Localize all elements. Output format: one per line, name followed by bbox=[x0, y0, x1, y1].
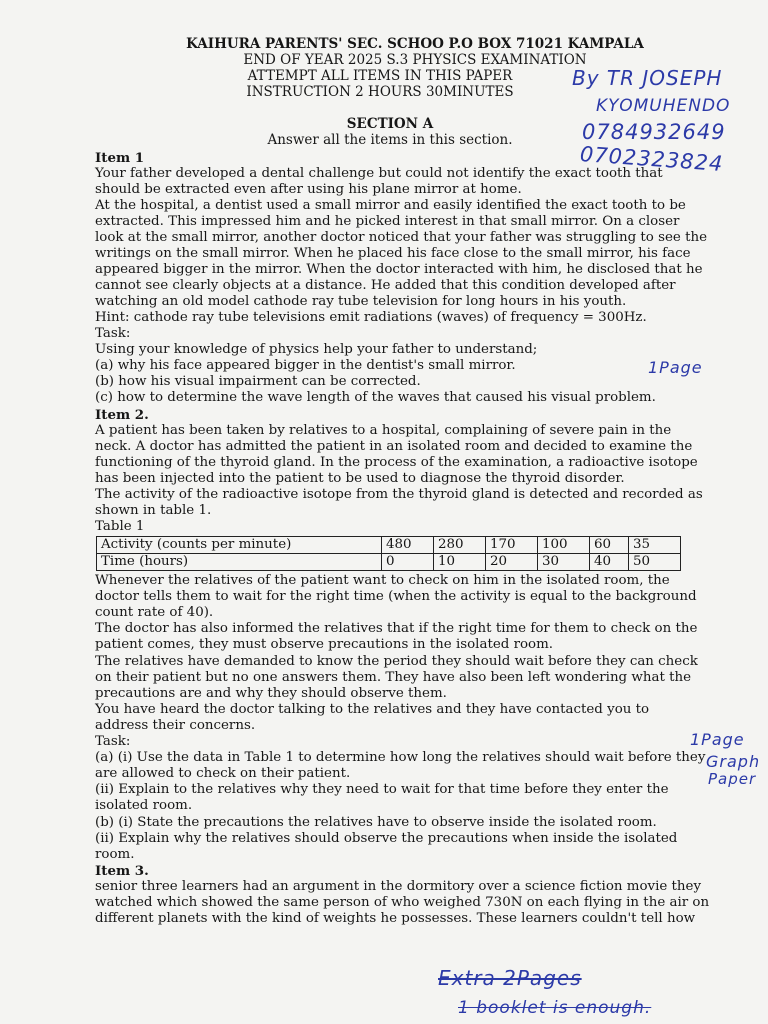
table-row bbox=[97, 554, 681, 571]
table-cell: 10 bbox=[434, 554, 486, 571]
item2-task-label: Task: bbox=[95, 734, 131, 749]
item1-line: At the hospital, a dentist used a small mirror and easily identified the exact tooth to be bbox=[95, 198, 686, 213]
table-row bbox=[97, 537, 681, 554]
table-cell: 0 bbox=[382, 554, 434, 571]
item1-line: Your father developed a dental challenge but could not identify the exact tooth that bbox=[95, 166, 663, 181]
item2-question-a-ii: (ii) Explain to the relatives why they need to wait for that time before they enter the bbox=[95, 782, 669, 797]
item2-line: isolated room. bbox=[95, 798, 193, 813]
item2-line: Whenever the relatives of the patient want to check on him in the isolated room, the bbox=[95, 573, 670, 588]
item1-task-label: Task: bbox=[95, 326, 131, 341]
handwritten-note-paper: Paper bbox=[708, 770, 757, 788]
item2-question-b-i: (b) (i) State the precautions the relatives have to observe inside the isolated room. bbox=[95, 815, 657, 830]
table-cell: 170 bbox=[486, 537, 538, 554]
item3-title: Item 3. bbox=[95, 863, 149, 879]
item1-line: Using your knowledge of physics help your father to understand; bbox=[95, 342, 538, 357]
item1-line: look at the small mirror, another doctor noticed that your father was struggling to see the bbox=[95, 230, 708, 245]
table-cell: 40 bbox=[590, 554, 629, 571]
handwritten-footer-booklet: 1 booklet is enough. bbox=[458, 998, 652, 1018]
item2-line: doctor tells them to wait for the right time (when the activity is equal to the background bbox=[95, 589, 697, 604]
table-caption: Table 1 bbox=[95, 519, 145, 534]
item2-question-a-i: (a) (i) Use the data in Table 1 to determine how long the relatives should wait before they bbox=[95, 750, 706, 765]
item1-line: extracted. This impressed him and he picked interest in that small mirror. On a closer bbox=[95, 214, 680, 229]
item2-title: Item 2. bbox=[95, 407, 149, 423]
handwritten-note-item1: 1Page bbox=[648, 358, 703, 377]
activity-table bbox=[96, 536, 681, 571]
table-row-label: Time (hours) bbox=[97, 554, 382, 571]
table-cell: 480 bbox=[382, 537, 434, 554]
item2-question-b-ii: (ii) Explain why the relatives should observe the precautions when inside the isolated bbox=[95, 831, 678, 846]
item2-line: The activity of the radioactive isotope from the thyroid gland is detected and recorded as bbox=[95, 487, 703, 502]
item2-line: shown in table 1. bbox=[95, 503, 212, 518]
table-cell: 30 bbox=[538, 554, 590, 571]
item1-line: writings on the small mirror. When he placed his face close to the small mirror, his face bbox=[95, 246, 691, 261]
table-cell: 35 bbox=[629, 537, 681, 554]
table-cell: 50 bbox=[629, 554, 681, 571]
item2-line: room. bbox=[95, 847, 135, 862]
handwritten-author: By TR JOSEPH bbox=[572, 66, 723, 90]
table-row-label: Activity (counts per minute) bbox=[97, 537, 382, 554]
item2-line: neck. A doctor has admitted the patient in an isolated room and decided to examine the bbox=[95, 439, 693, 454]
item1-question-c: (c) how to determine the wave length of the waves that caused his visual problem. bbox=[95, 390, 656, 405]
attempt-instruction: ATTEMPT ALL ITEMS IN THIS PAPER bbox=[247, 68, 513, 84]
item2-line: The doctor has also informed the relatives that if the right time for them to check on the bbox=[95, 621, 698, 636]
table-cell: 20 bbox=[486, 554, 538, 571]
handwritten-phone-2: 0702323824 bbox=[579, 142, 725, 176]
item1-question-b: (b) how his visual impairment can be corrected. bbox=[95, 374, 421, 389]
handwritten-footer-extra: Extra 2Pages bbox=[438, 966, 582, 990]
handwritten-phone-1: 0784932649 bbox=[582, 120, 726, 144]
item1-question-a: (a) why his face appeared bigger in the dentist's small mirror. bbox=[95, 358, 516, 373]
section-title: SECTION A bbox=[346, 116, 434, 132]
item2-line: A patient has been taken by relatives to a hospital, complaining of severe pain in the bbox=[95, 423, 672, 438]
item2-line: precautions are and why they should observe them. bbox=[95, 686, 447, 701]
item3-line: watched which showed the same person of who weighed 730N on each flying in the air on bbox=[95, 895, 710, 910]
item2-line: functioning of the thyroid gland. In the process of the examination, a radioactive isotope bbox=[95, 455, 698, 470]
school-name: KAIHURA PARENTS' SEC. SCHOO P.O BOX 71021 KAMPALA bbox=[186, 36, 644, 52]
section-note: Answer all the items in this section. bbox=[267, 132, 513, 148]
table-cell: 280 bbox=[434, 537, 486, 554]
item2-line: address their concerns. bbox=[95, 718, 256, 733]
item2-line: are allowed to check on their patient. bbox=[95, 766, 351, 781]
handwritten-note-item2: 1Page bbox=[690, 730, 745, 749]
item1-line: should be extracted even after using his plane mirror at home. bbox=[95, 182, 522, 197]
handwritten-note-graph: Graph bbox=[706, 752, 761, 771]
table-cell: 100 bbox=[538, 537, 590, 554]
item1-line: appeared bigger in the mirror. When the doctor interacted with him, he disclosed that he bbox=[95, 262, 703, 277]
item3-line: senior three learners had an argument in the dormitory over a science fiction movie they bbox=[95, 879, 702, 894]
handwritten-author-surname: KYOMUHENDO bbox=[596, 96, 731, 116]
table-cell: 60 bbox=[590, 537, 629, 554]
item2-line: patient comes, they must observe precautions in the isolated room. bbox=[95, 637, 554, 652]
item1-title: Item 1 bbox=[95, 150, 145, 166]
item2-line: You have heard the doctor talking to the relatives and they have contacted you to bbox=[95, 702, 650, 717]
item2-line: The relatives have demanded to know the period they should wait before they can check bbox=[95, 654, 698, 669]
item2-line: count rate of 40). bbox=[95, 605, 214, 620]
item2-line: has been injected into the patient to be used to diagnose the thyroid disorder. bbox=[95, 471, 625, 486]
time-instruction: INSTRUCTION 2 HOURS 30MINUTES bbox=[246, 84, 514, 100]
item3-line: different planets with the kind of weights he possesses. These learners couldn't tell how bbox=[95, 911, 696, 926]
item2-line: on their patient but no one answers them. They have also been left wondering what the bbox=[95, 670, 692, 685]
exam-title: END OF YEAR 2025 S.3 PHYSICS EXAMINATION bbox=[243, 52, 587, 68]
item1-line: cannot see clearly objects at a distance. He added that this condition developed after bbox=[95, 278, 676, 293]
item1-line: watching an old model cathode ray tube television for long hours in his youth. bbox=[95, 294, 627, 309]
item1-hint: Hint: cathode ray tube televisions emit radiations (waves) of frequency = 300Hz. bbox=[95, 310, 647, 325]
